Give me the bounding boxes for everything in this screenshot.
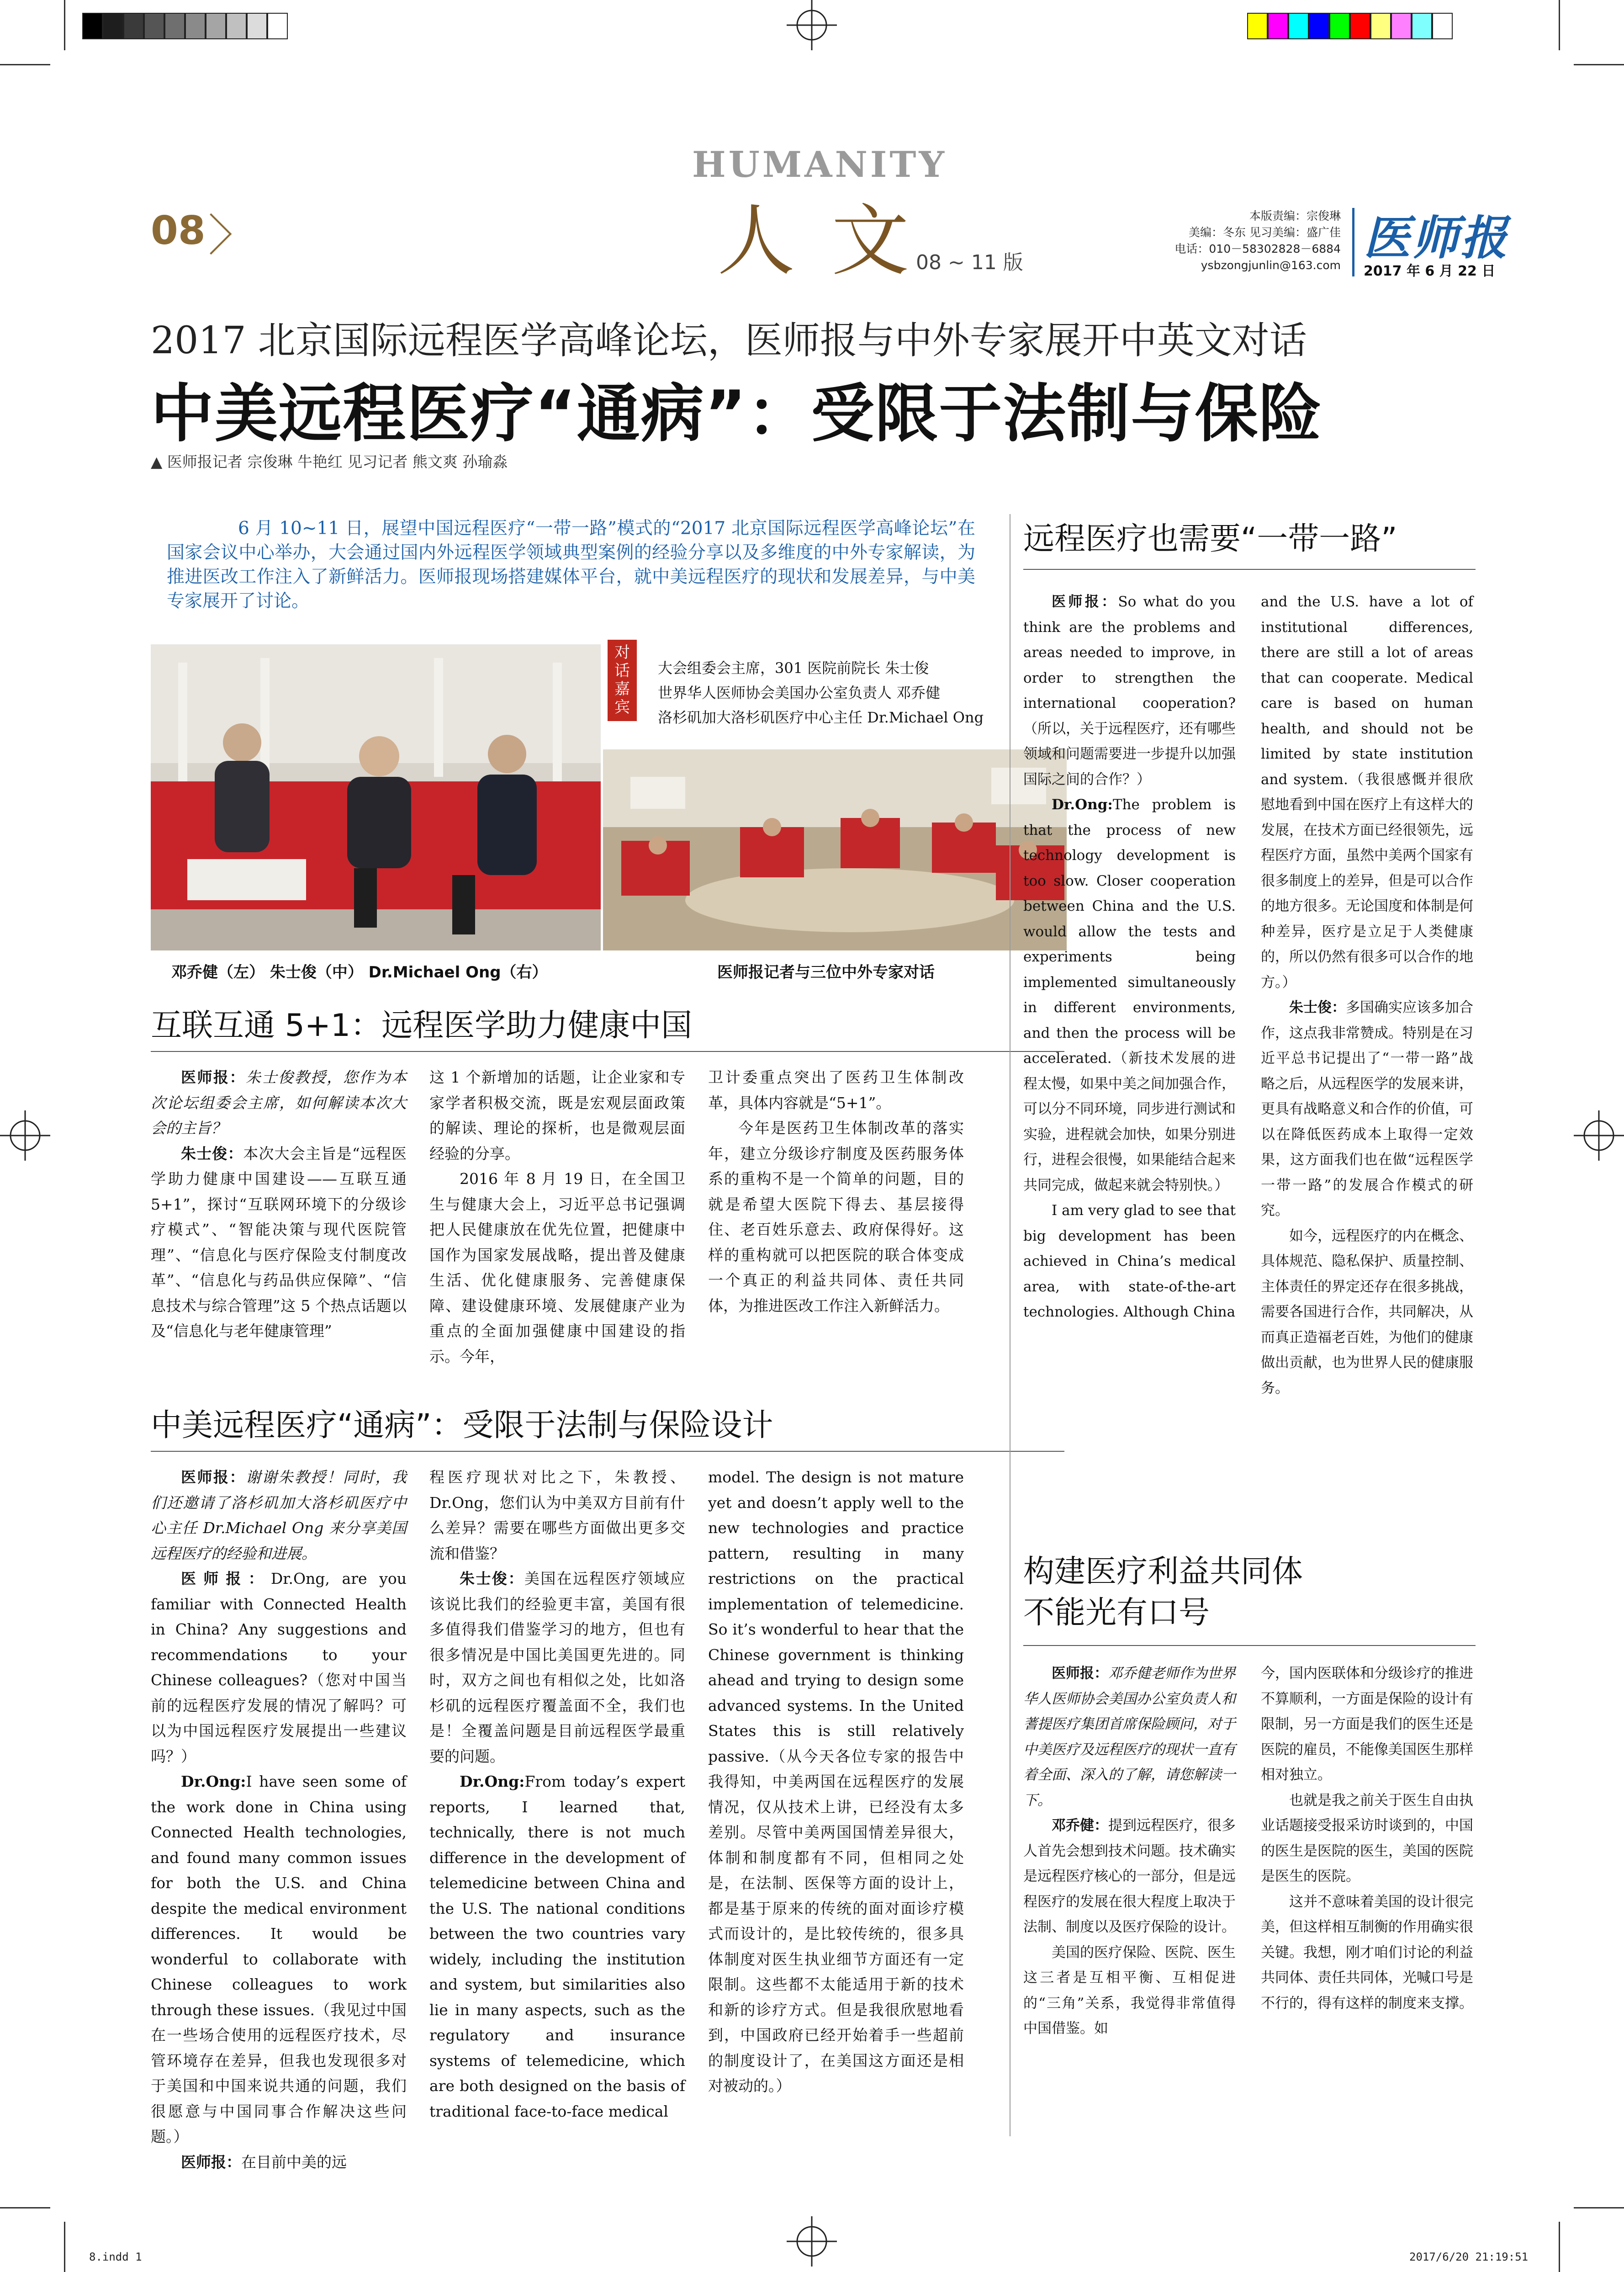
section-rule [151, 1451, 1064, 1452]
paragraph-text: I am very glad to see that big development has been achieved in China’s medical area, with state-of-the-art technologies. Although China [1023, 1202, 1236, 1320]
section3-col-a [1023, 589, 1236, 1325]
paragraph [1261, 1661, 1473, 1788]
paragraph [151, 1465, 407, 1566]
registration-mark-bottom [787, 2216, 837, 2267]
crop-mark [1559, 0, 1560, 50]
paragraph [151, 2150, 407, 2175]
photo-caption-left: 邓乔健（左） 朱士俊（中） Dr.Michael Ong（右） [171, 963, 548, 982]
speaker-label: Dr.Ong: [460, 1773, 525, 1790]
crop-mark [1559, 2222, 1560, 2272]
registration-mark-left [0, 1110, 50, 1161]
paragraph-text: and the U.S. have a lot of institutional differences, there are still a lot of areas that can cooperate. Medical care is based on human health, and should not be limited by state institution and system.（我很感慨并很欣慰地看到中国在医疗上有这样大的发展，在技术方面已经很领先，远程医疗方面，虽然中美两个国家有很多制度上的差异，但是可以合作的地方很多。无论国度和体制是何种差异，医疗是立足于人类健康的，所以仍然有很多可以合作的地方。） [1261, 594, 1473, 991]
color-swatch [1350, 13, 1370, 39]
paragraph [429, 1065, 685, 1166]
paragraph-text: 邓乔健老师作为世界华人医师协会美国办公室负责人和蓍提医疗集团首席保险顾问，对于中美医疗及远程医疗的现状一直有着全面、深入的了解，请您解读一下。 [1023, 1665, 1236, 1809]
section-title-en: HUMANITY [692, 144, 947, 186]
color-swatch [206, 13, 226, 39]
file-slug: 8.indd 1 [89, 2251, 142, 2263]
article-headline: 中美远程医疗“通病”：受限于法制与保险 [151, 377, 1323, 451]
registration-mark-right [1574, 1110, 1624, 1161]
speaker-label: 医师报： [1052, 1665, 1108, 1682]
paragraph [429, 1566, 685, 1769]
photo-caption-right: 医师报记者与三位中外专家对话 [717, 963, 935, 982]
paragraph [1023, 792, 1236, 1198]
paragraph [151, 1141, 407, 1344]
editor-info-line: 美编：冬东 见习美编：盛广佳 [1189, 226, 1341, 239]
registration-mark-top [787, 0, 837, 50]
paragraph-text: 这并不意味着美国的设计很完美，但这样相互制衡的作用确实很关键。我想，刚才咱们讨论的利益共同体、责任共同体，光喊口号是不行的，得有这样的制度来支撑。 [1261, 1893, 1473, 2012]
page-number: 08 [151, 208, 206, 254]
color-swatch [1391, 13, 1412, 39]
paragraph [1023, 1813, 1236, 1940]
section4-col-a [1023, 1661, 1236, 2042]
paragraph-text: 提到远程医疗，很多人首先会想到技术问题。技术确实是远程医疗核心的一部分，但是远程医疗的发展在很大程度上取决于法制、制度以及医疗保险的设计。 [1023, 1817, 1236, 1935]
color-swatch [267, 13, 288, 39]
paragraph-text: The problem is that the process of new technology development is too slow. Closer cooperation between China and the U.S. would allow the tests and experiments being implemented simultaneously in different environments, and then the process will be accelerated.（新技术发展的进程太慢，如果中美之间加强合作，可以分不同环境，同步进行测试和实验，进程就会加快，如果分别进行，进程会很慢，如果能结合起来共同完成，做起来就会特别快。） [1023, 796, 1236, 1194]
paragraph-text: 2016 年 8 月 19 日，在全国卫生与健康大会上，习近平总书记强调把人民健康放在优先位置，把健康中国作为国家发展战略，提出普及健康生活、优化健康服务、完善健康保障、建设健康环境、发展健康产业为重点的全面加强健康中国建设的指示。今年， [429, 1170, 685, 1365]
section-rule [1023, 1645, 1476, 1646]
speaker-label: 朱士俊： [1289, 999, 1346, 1016]
paragraph-text: I have seen some of the work done in China using Connected Health technologies, and found many common issues for both the U.S. and China despite the medical environment differences. It would be wonderful to collaborate with Chinese colleagues to work through these issues.（我见过中国在一些场合使用的远程医疗技术，尽管环境存在差异，但我也发现很多对于美国和中国来说共通的问题，我们很愿意与中国同事合作解决这些问题。） [151, 1773, 407, 2145]
section1-col3 [708, 1065, 964, 1318]
paragraph [1261, 589, 1473, 995]
color-swatch [247, 13, 267, 39]
color-swatch [103, 13, 123, 39]
color-swatch [164, 13, 185, 39]
section1-col2 [429, 1065, 685, 1369]
paragraph [151, 1769, 407, 2150]
masthead-divider [1352, 208, 1354, 276]
crop-mark [64, 2222, 65, 2272]
paragraph [151, 1065, 407, 1141]
speaker-label: Dr.Ong: [1052, 796, 1113, 813]
paragraph-text: 谢谢朱教授！同时，我们还邀请了洛杉矶加大洛杉矶医疗中心主任 Dr.Michael Ong 来分享美国远程医疗的经验和进展。 [151, 1468, 407, 1562]
paragraph-text: 这 1 个新增加的话题，让企业家和专家学者积极交流，既是宏观层面政策的解读、理论的探析，也是微观层面经验的分享。 [429, 1068, 685, 1163]
section2-col2 [429, 1465, 685, 2124]
color-swatch [1288, 13, 1309, 39]
section-heading-1: 互联互通 5+1：远程医学助力健康中国 [151, 1008, 693, 1044]
crop-mark [0, 2207, 50, 2208]
section-heading-3: 远程医疗也需要“一带一路” [1023, 521, 1397, 557]
section-title-cn: 人文 [717, 196, 946, 287]
speaker-label: 医师报： [1052, 594, 1118, 610]
speaker-label: 医师报： [181, 1570, 271, 1587]
grayscale-swatch-bar [82, 13, 288, 39]
paragraph-text: 卫计委重点突出了医药卫生体制改革，具体内容就是“5+1”。 [708, 1068, 964, 1112]
section-rule [151, 1051, 1064, 1052]
speaker-label: 朱士俊： [460, 1570, 524, 1587]
color-swatch [1329, 13, 1350, 39]
paragraph [151, 1566, 407, 1769]
paragraph-text: 美国的医疗保险、医院、医生这三者是互相平衡、互相促进的“三角”关系，我觉得非常值得中国借鉴。如 [1023, 1944, 1236, 2037]
crop-mark [0, 64, 50, 65]
color-swatch [1370, 13, 1391, 39]
section2-col3 [708, 1465, 964, 2099]
color-swatch [226, 13, 247, 39]
crop-mark [1574, 2207, 1624, 2208]
color-swatch [144, 13, 164, 39]
paragraph-text: From today’s expert reports, I learned that, technically, there is not much difference in the development of telemedicine between China and the U.S. The national conditions between the two countries vary widely, including the institution and system, but similarities also lie in many aspects, such as the regulatory and insurance systems of telemedicine, which are both designed on the basis of traditional face-to-face medical [429, 1773, 685, 2120]
photo-three-experts [151, 644, 601, 950]
paragraph [429, 1465, 685, 1566]
color-swatch [123, 13, 144, 39]
article-lead: 6 月 10~11 日，展望中国远程医疗“一带一路”模式的“2017 北京国际远程医学高峰论坛”在国家会议中心举办，大会通过国内外远程医学领域典型案例的经验分享以及多维度的中外专家解读，为推进医改工作注入了新鲜活力。医师报现场搭建媒体平台，就中美远程医疗的现状和发展差异，与中美专家展开了讨论。 [167, 518, 975, 611]
section4-col-b [1261, 1661, 1473, 2016]
paragraph [708, 1465, 964, 2099]
speaker-label: 医师报： [181, 1068, 246, 1086]
print-timestamp: 2017/6/20 21:19:51 [1409, 2251, 1529, 2263]
paragraph-text: model. The design is not mature yet and doesn’t apply well to the new technologies and practice pattern, resulting in many restrictions on the practical implementation of telemedicine. So it’s wonderful to hear that the Chinese government is thinking ahead and trying to design some advanced systems. In the United States this is still relatively passive.（从今天各位专家的报告中我得知，中美两国在远程医疗的发展情况，仅从技术上讲，已经没有太多差别。尽管中美两国国情差异很大，体制和制度都有不同，但相同之处是，在法制、医保等方面的设计上，都是基于原来的传统的面对面诊疗模式而设计的，是比较传统的，很多具体制度对医生执业细节方面还有一定限制。这些都不太能适用于新的技术和新的诊疗方式。但是我很欣慰地看到，中国政府已经开始着手一些超前的制度设计了，在美国这方面还是相对被动的。） [708, 1468, 964, 2095]
paragraph-text: 朱士俊教授，您作为本次论坛组委会主席，如何解读本次大会的主旨？ [151, 1068, 407, 1137]
speaker-label: Dr.Ong: [181, 1773, 246, 1790]
speaker-label: 朱士俊： [181, 1144, 243, 1163]
paragraph [1023, 1940, 1236, 2042]
paragraph-text: 在目前中美的远 [241, 2153, 347, 2171]
paragraph [708, 1115, 964, 1318]
guest-list [658, 656, 1069, 730]
paragraph [429, 1769, 685, 2124]
color-swatch [1432, 13, 1453, 39]
color-swatch [1309, 13, 1329, 39]
article-subhead: 2017 北京国际远程医学高峰论坛，医师报与中外专家展开中英文对话 [151, 319, 1307, 362]
speaker-label: 邓乔健： [1052, 1817, 1108, 1834]
guest-item: 大会组委会主席，301 医院前院长 朱士俊 [658, 659, 929, 677]
paragraph-text: 本次大会主旨是“远程医学助力健康中国建设——互联互通 5+1”，探讨“互联网环境下的分级诊疗模式”、“智能决策与现代医院管理”、“信息化与医疗保险支付制度改革”、“信息化与药品供应保障”、“信息技术与综合管理”这 5 个热点话题以及“信息化与老年健康管理” [151, 1144, 407, 1340]
editor-info-line: 电话：010－58302828－6884 [1174, 242, 1341, 255]
paragraph [1261, 995, 1473, 1224]
newspaper-logo: 医师报 [1364, 211, 1509, 265]
section2-col1 [151, 1465, 407, 2175]
section-heading-2: 中美远程医疗“通病”：受限于法制与保险设计 [151, 1407, 773, 1444]
paragraph [1023, 589, 1236, 792]
paragraph [1261, 1224, 1473, 1401]
paragraph-text: 今年是医药卫生体制改革的落实年，建立分级诊疗制度及医药服务体系的重构不是一个简单的问题，目的就是希望大医院下得去、基层接得住、老百姓乐意去、政府保得好。这样的重构就可以把医院的联合体变成一个真正的利益共同体、责任共同体，为推进医改工作注入新鲜活力。 [708, 1119, 964, 1315]
paragraph-text: 如今，远程医疗的内在概念、具体规范、隐私保护、质量控制、主体责任的界定还存在很多挑战，需要各国进行合作，共同解决，从而真正造福老百姓，为他们的健康做出贡献，也为世界人民的健康服务。 [1261, 1227, 1473, 1396]
section1-col1 [151, 1065, 407, 1344]
crop-mark [64, 0, 65, 50]
color-swatch [1412, 13, 1432, 39]
paragraph-text: So what do you think are the problems and areas needed to improve, in order to strengthen the international cooperation?（所以，关于远程医疗，还有哪些领域和问题需要进一步提升以加强国际之间的合作？） [1023, 594, 1236, 788]
section-rule [1023, 569, 1476, 570]
editor-info [1151, 208, 1341, 274]
guest-item: 世界华人医师协会美国办公室负责人 邓乔健 [658, 684, 941, 701]
editor-info-line: 本版责编：宗俊琳 [1249, 209, 1341, 223]
paragraph [1023, 1661, 1236, 1813]
paragraph-text: 今，国内医联体和分级诊疗的推进不算顺利，一方面是保险的设计有限制，另一方面是我们的医生还是医院的雇员，不能像美国医生那样相对独立。 [1261, 1665, 1473, 1783]
guest-item: 洛杉矶加大洛杉矶医疗中心主任 Dr.Michael Ong [658, 709, 984, 726]
guest-label: 对话嘉宾 [608, 640, 637, 721]
speaker-label: 医师报： [181, 2153, 241, 2171]
color-swatch [1268, 13, 1288, 39]
color-swatch [1247, 13, 1268, 39]
section3-col-b [1261, 589, 1473, 1401]
paragraph [1261, 1890, 1473, 2017]
edition-range: 08 ~ 11 版 [916, 251, 1023, 274]
crop-mark [1574, 64, 1624, 65]
paragraph-text: 美国在远程医疗领域应该说比我们的经验更丰富，美国有很多值得我们借鉴学习的地方，但也有很多情况是中国比美国更先进的。同时，双方之间也有相似之处，比如洛杉矶的远程医疗覆盖面不全，我们也是！全覆盖问题是目前远程医学最重要的问题。 [429, 1570, 686, 1765]
paragraph-text: 多国确实应该多加合作，这点我非常赞成。特别是在习近平总书记提出了“一带一路”战略之后，从远程医学的发展来讲，更具有战略意义和合作的价值，可以在降低医药成本上取得一定效果，这方面我们也在做“远程医学一带一路”的发展合作模式的研究。 [1261, 999, 1473, 1219]
paragraph [429, 1166, 685, 1369]
color-swatch [185, 13, 206, 39]
speaker-label: 医师报： [181, 1468, 246, 1486]
issue-date: 2017 年 6 月 22 日 [1364, 263, 1496, 279]
paragraph [1261, 1788, 1473, 1890]
section-heading-4: 构建医疗利益共同体 不能光有口号 [1023, 1554, 1303, 1631]
paragraph-text: 程医疗现状对比之下，朱教授、Dr.Ong，您们认为中美双方目前有什么差异？需要在哪些方面做出更多交流和借鉴？ [429, 1468, 685, 1562]
photo-reporter-dialogue [603, 749, 1067, 950]
paragraph-text: 也就是我之前关于医生自由执业话题接受报采访时谈到的，中国的医生是医院的医生，美国的医院是医生的医院。 [1261, 1792, 1473, 1884]
editor-email: ysbzongjunlin@163.com [1201, 259, 1341, 272]
byline: ▲ 医师报记者 宗俊琳 牛艳红 见习记者 熊文爽 孙瑜淼 [151, 453, 508, 471]
color-swatch-bar [1247, 13, 1453, 39]
paragraph-text: Dr.Ong, are you familiar with Connected Health in China? Any suggestions and recommendations to your Chinese colleagues?（您对中国当前的远程医疗发展的情况了解吗？可以为中国远程医疗发展提出一些建议吗？） [151, 1570, 407, 1765]
color-swatch [82, 13, 103, 39]
paragraph [1023, 1198, 1236, 1325]
paragraph [708, 1065, 964, 1115]
